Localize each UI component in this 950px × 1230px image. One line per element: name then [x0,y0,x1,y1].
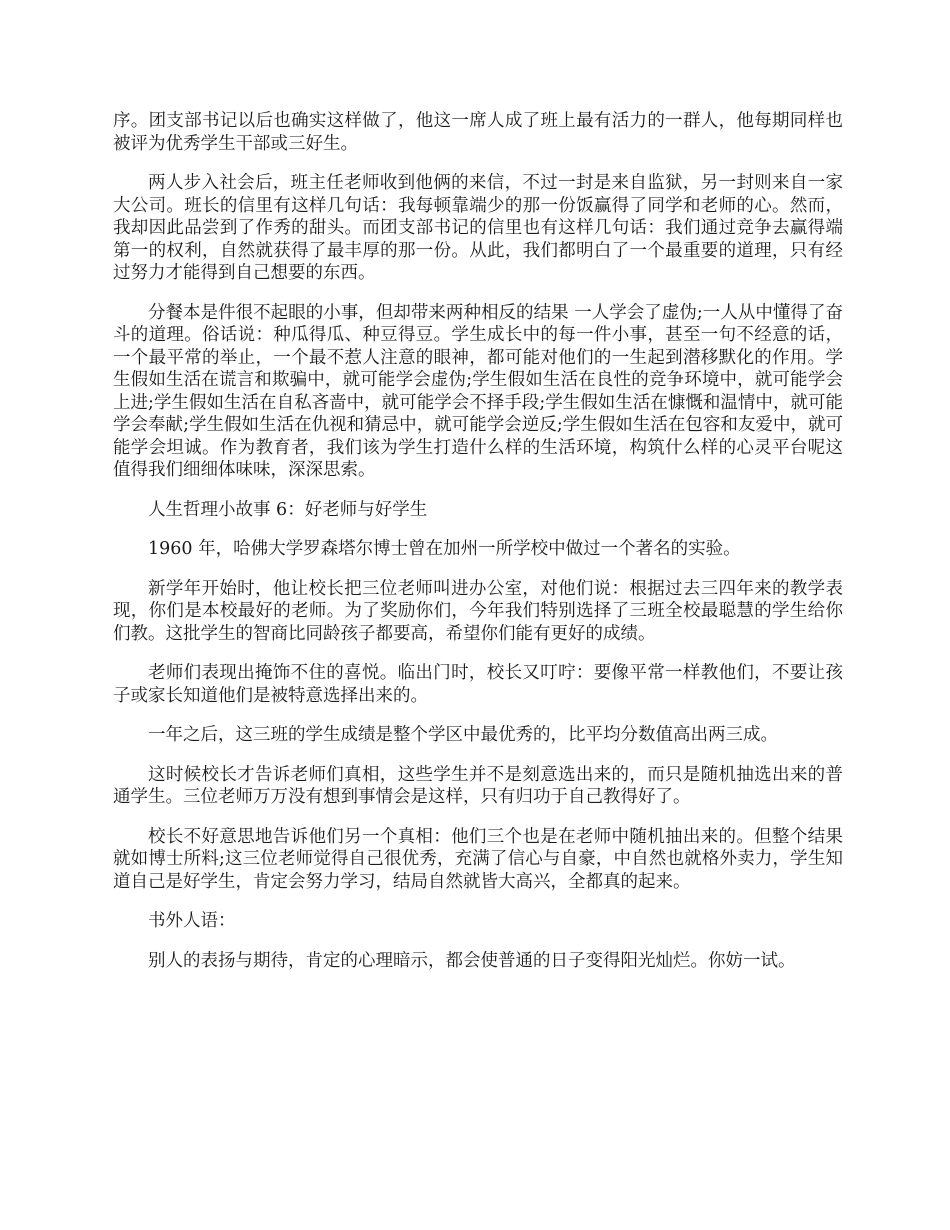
paragraph-principal-speech: 新学年开始时，他让校长把三位老师叫进办公室，对他们说：根据过去三四年来的教学表现，你们是本校最好的老师。为了奖励你们，今年我们特别选择了三班全校最聪慧的学生给你们教。这批学生的智商比同龄孩子都要高，希望你们能有更好的成绩。 [113,578,843,644]
paragraph-continuation: 序。团支部书记以后也确实这样做了，他这一席人成了班上最有活力的一群人，他每期同样也被评为优秀学生干部或三好生。 [113,111,843,154]
paragraph-one-year-later: 一年之后，这三班的学生成绩是整个学区中最优秀的，比平均分数值高出两三成。 [148,725,778,745]
paragraph-truth-teachers: 校长不好意思地告诉他们另一个真相：他们三个也是在老师中随机抽出来的。但整个结果就如博士所料;这三位老师觉得自己很优秀，充满了信心与自豪，中自然也就格外卖力，学生知道自己是好学生，肯定会努力学习，结局自然就皆大高兴，全都真的起来。 [113,826,843,892]
paragraph-experiment-intro: 1960 年，哈佛大学罗森塔尔博士曾在加州一所学校中做过一个著名的实验。 [148,539,741,559]
paragraph-reflection: 分餐本是件很不起眼的小事，但却带来两种相反的结果 一人学会了虚伪;一人从中懂得了奋斗的道理。俗话说：种瓜得瓜、种豆得豆。学生成长中的每一件小事，甚至一句不经意的话，一个最平常的举止，一个最不惹人注意的眼神，都可能对他们的一生起到潜移默化的作用。学生假如生活在谎言和欺骗中，就可能学会虚伪;学生假如生活在良性的竞争环境中，就可能学会上进;学生假如生活在自私吝啬中，就可能学会不择手段;学生假如生活在慷慨和温情中，就可能学会奉献;学生假如生活在仇视和猜忌中，就可能学会逆反;学生假如生活在包容和友爱中，就可能学会坦诚。作为教育者，我们该为学生打造什么样的生活环境，构筑什么样的心灵平台呢这值得我们细细体味味，深深思索。 [113,302,843,480]
story-heading: 人生哲理小故事 6：好老师与好学生 [148,499,428,520]
paragraph-teachers-joy: 老师们表现出掩饰不住的喜悦。临出门时，校长又叮咛：要像平常一样教他们，不要让孩子或家长知道他们是被特意选择出来的。 [113,663,843,706]
afterword-heading: 书外人语： [148,911,236,931]
document-body [113,110,843,989]
paragraph-afterword: 别人的表扬与期待，肯定的心理暗示，都会使普通的日子变得阳光灿烂。你妨一试。 [148,950,796,971]
paragraph-letters: 两人步入社会后，班主任老师收到他俩的来信，不过一封是来自监狱，另一封则来自一家大公司。班长的信里有这样几句话：我每顿靠端少的那一份饭赢得了同学和老师的心。然而，我却因此品尝到了作秀的甜头。而团支部书记的信里也有这样几句话：我们通过竞争去赢得端第一的权利，自然就获得了最丰厚的那一份。从此，我们都明白了一个最重要的道理，只有经过努力才能得到自己想要的东西。 [113,173,843,283]
paragraph-truth-students: 这时候校长才告诉老师们真相，这些学生并不是刻意选出来的，而只是随机抽选出来的普通学生。三位老师万万没有想到事情会是这样，只有归功于自己教得好了。 [113,764,843,807]
